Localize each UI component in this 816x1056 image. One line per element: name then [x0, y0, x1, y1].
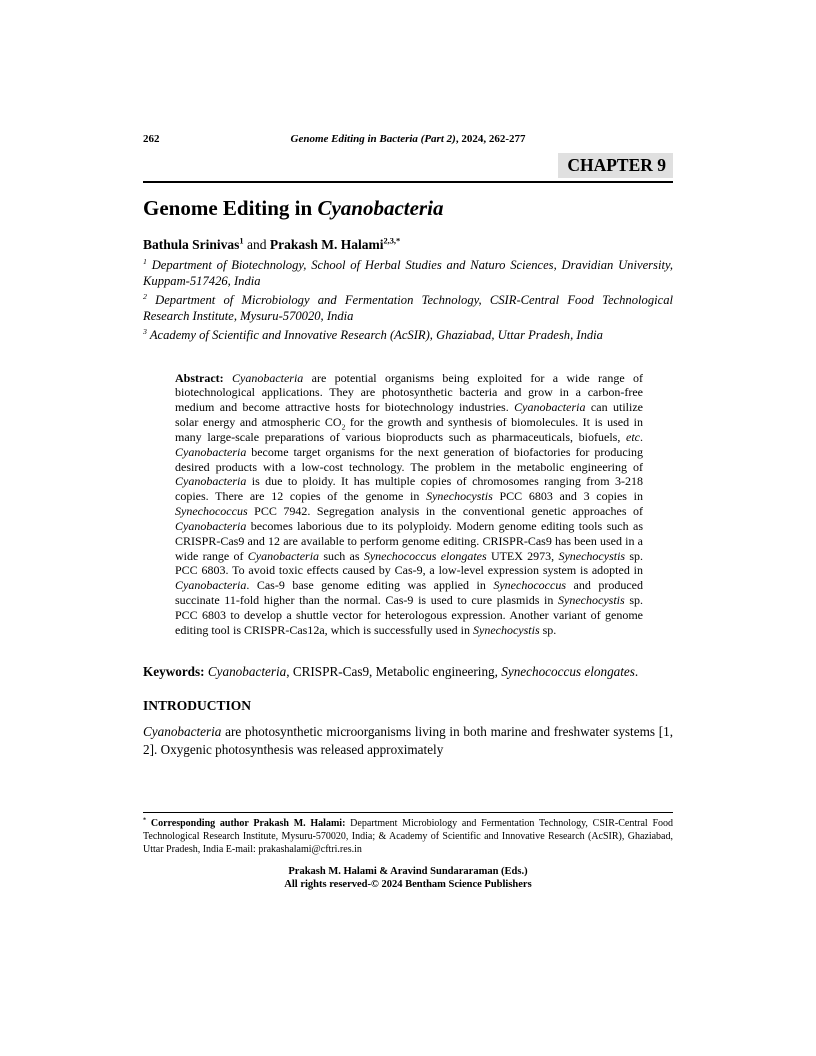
- page-header: [143, 133, 673, 146]
- publisher-footer: [143, 865, 673, 891]
- corresponding-author-footnote: * Corresponding author Prakash M. Halami: Department Microbiology and Fermentation Technology, CSIR-Central Food Technological Research Institute, Mysuru-570020, India; & Academy of Scientific and Innovative Research (AcSIR), Ghaziabad, Uttar Pradesh, India E-mail: prakashalami@cftri.res.in: [143, 816, 674, 855]
- running-title: Genome Editing in Bacteria (Part 2), 2024, 262-277: [290, 133, 526, 145]
- page-content: [143, 0, 673, 771]
- authors-line: Bathula Srinivas$^1$ and Prakash M. Halami$^{2,3,*}$: [143, 236, 401, 252]
- introduction-paragraph: Cyanobacteria are photosynthetic microorganisms living in both marine and freshwater systems [1, 2]. Oxygenic photosynthesis was released approximately: [143, 724, 673, 757]
- article-title: Genome Editing in Cyanobacteria: [143, 196, 444, 220]
- page-number: 262: [143, 133, 160, 145]
- footer-area: [143, 812, 673, 891]
- introduction-heading: INTRODUCTION: [143, 698, 252, 714]
- keywords-line: Keywords: Cyanobacteria, CRISPR-Cas9, Metabolic engineering, Synechococcus elongates.: [143, 663, 639, 679]
- chapter-badge: CHAPTER 9: [558, 153, 673, 178]
- affiliation-1: $^1$ Department of Biotechnology, School of Herbal Studies and Naturo Sciences, Dravidian University, Kuppam-517426, India: [143, 256, 673, 288]
- affiliation-2: $^2$ Department of Microbiology and Fermentation Technology, CSIR-Central Food Technological Research Institute, Mysuru-570020, India: [143, 291, 673, 323]
- affiliation-3: $^3$ Academy of Scientific and Innovative Research (AcSIR), Ghaziabad, Uttar Pradesh, India: [143, 326, 603, 342]
- editors-line: Prakash M. Halami & Aravind Sundararaman (Eds.): [288, 866, 528, 877]
- abstract-paragraph: Abstract: Cyanobacteria are potential organisms being exploited for a wide range of biotechnological applications. They are photosynthetic bacteria and grow in a carbon-free medium and become attractive hosts for biotechnology industries. Cyanobacteria can utilize solar energy and atmospheric $CO_2$ for the growth and synthesis of biomolecules. It is used in many large-scale preparations of various bioproducts such as pharmaceuticals, biofuels, etc. Cyanobacteria become target organisms for the next generation of biofactories for producing desired products with a low-cost technology. The problem in the metabolic engineering of Cyanobacteria is due to ploidy. It has multiple copies of chromosomes ranging from 3-218 copies. There are 12 copies of the genome in Synechocystis PCC 6803 and 3 copies in Synechococcus PCC 7942. Segregation analysis in the conventional genetic approaches of Cyanobacteria becomes laborious due to its polyploidy. Modern genome editing tools such as CRISPR-Cas9 and 12 are available to perform genome editing. CRISPR-Cas9 has been used in a wide range of Cyanobacteria such as Synechococcus elongates UTEX 2973, Synechocystis sp. PCC 6803. To avoid toxic effects caused by Cas-9, a low-level expression system is adopted in Cyanobacteria. Cas-9 base genome editing was applied in Synechococcus and produced succinate 11-fold higher than the normal. Cas-9 is used to cure plasmids in Synechocystis sp. PCC 6803 to develop a shuttle vector for heterologous expression. Another variant of genome editing tool is CRISPR-Cas12a, which is successfully used in Synechocystis sp.: [175, 370, 644, 637]
- copyright-line: All rights reserved-© 2024 Bentham Science Publishers: [284, 879, 532, 890]
- chapter-rule-row: [143, 153, 673, 183]
